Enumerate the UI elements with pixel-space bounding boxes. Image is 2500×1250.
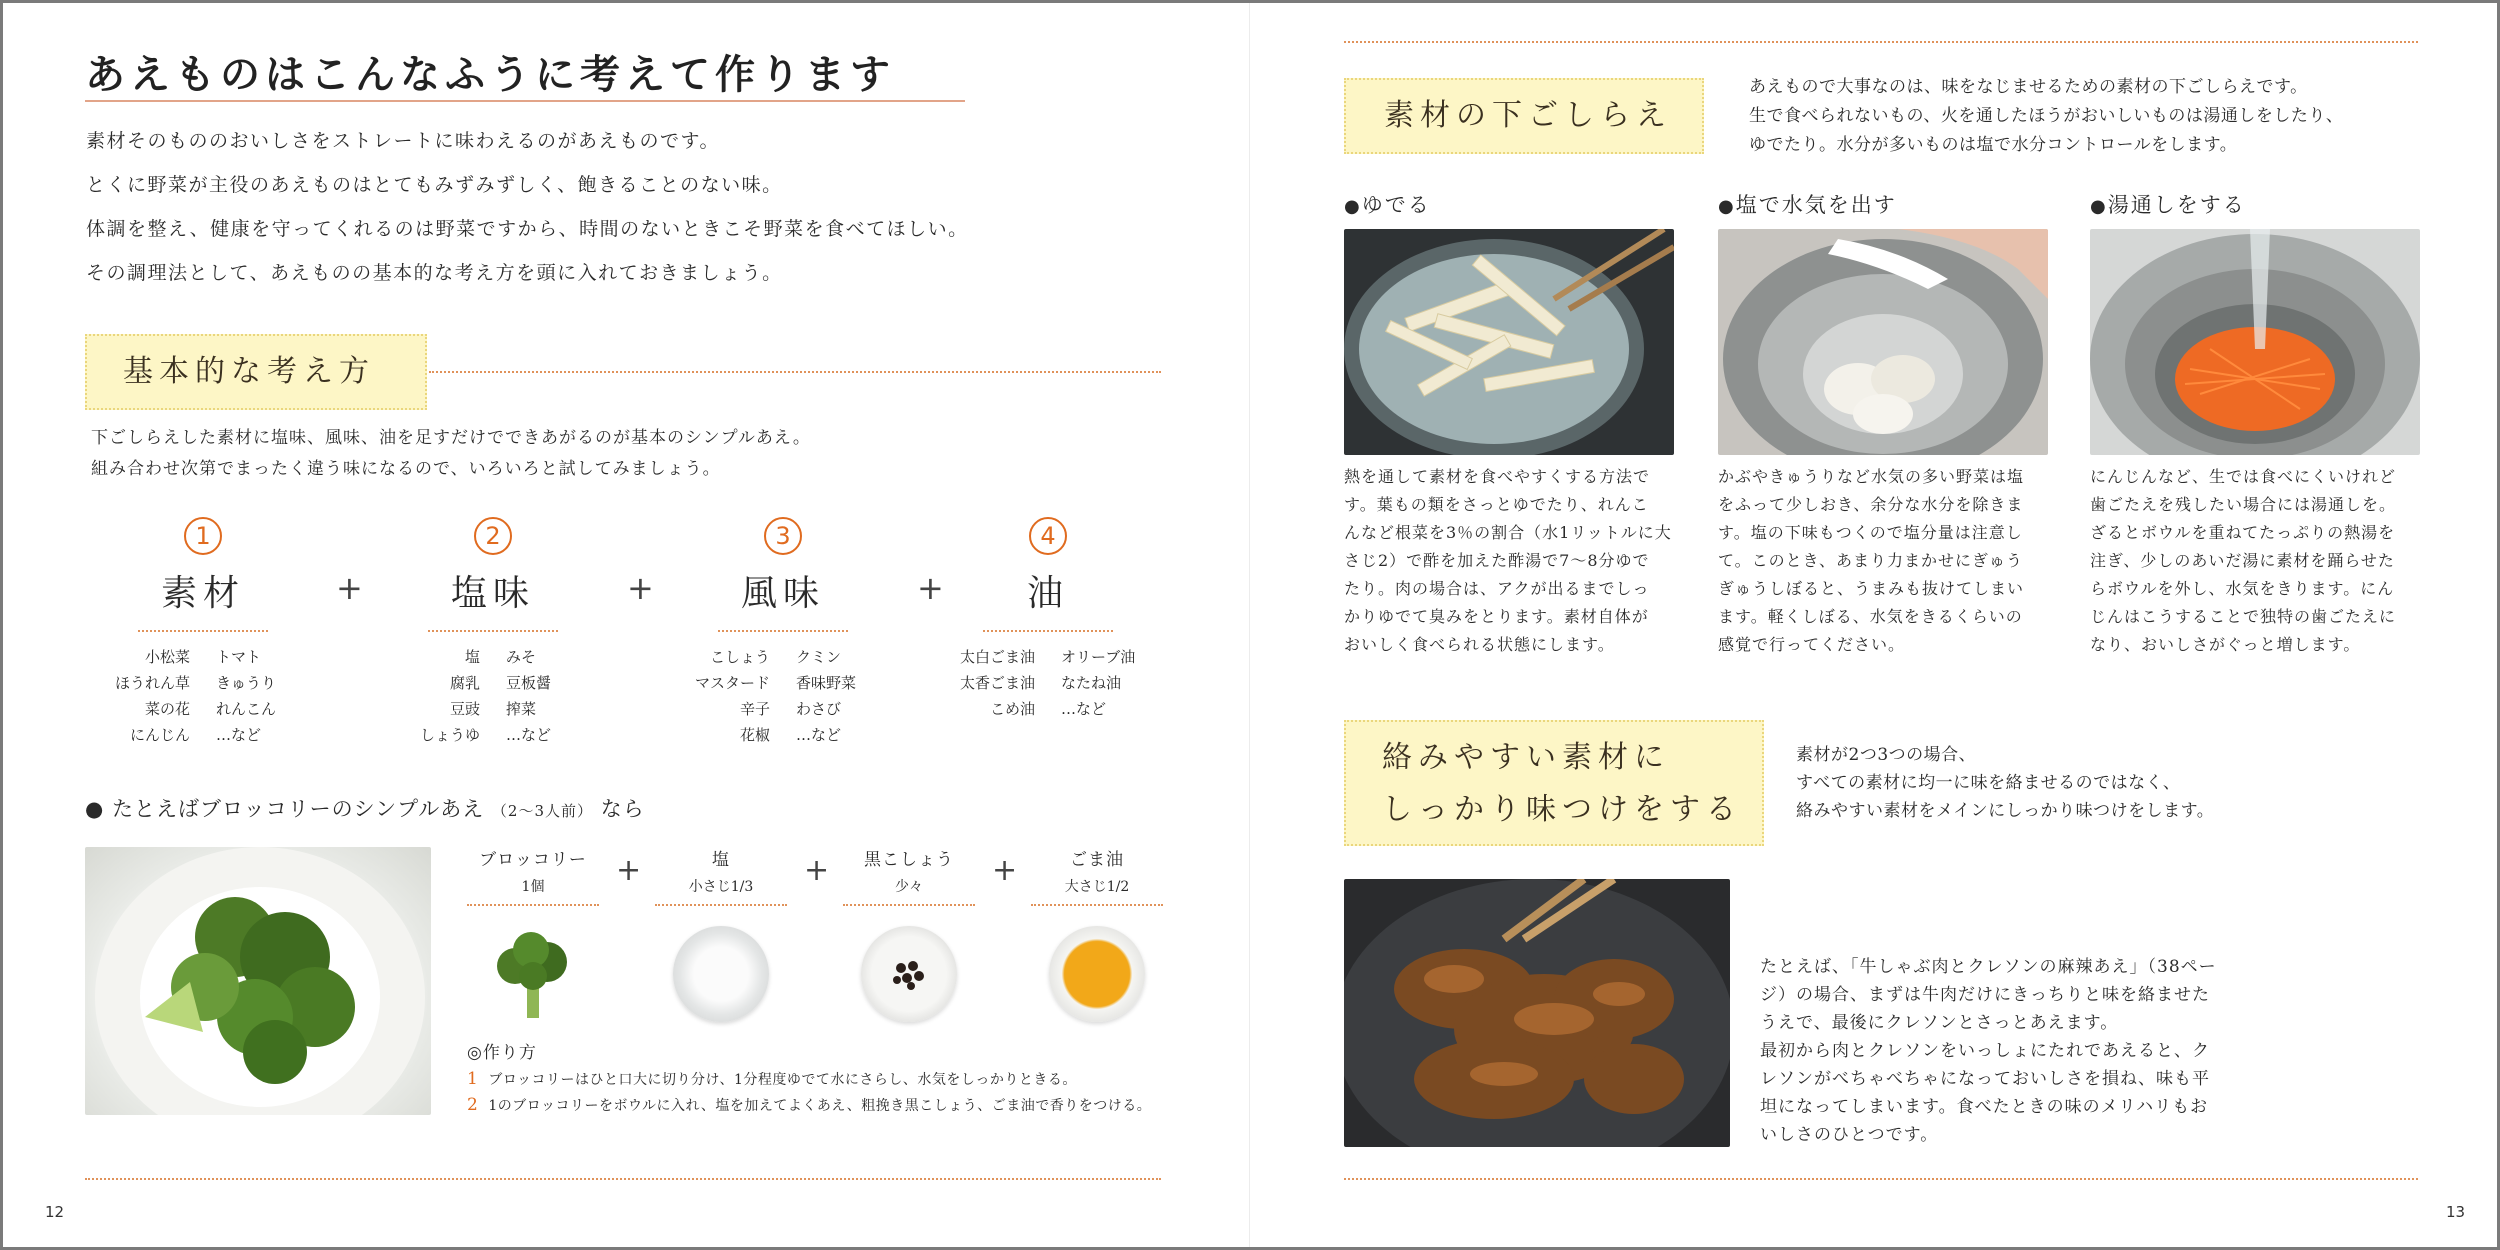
prep-desc-line: あえもので大事なのは、味をなじませるための素材の下ごしらえです。 bbox=[1749, 77, 2308, 97]
recipe-step bbox=[467, 1095, 1151, 1115]
page-number: 12 bbox=[45, 1203, 65, 1221]
plus-sign: + bbox=[917, 569, 944, 607]
ingredient-name: 塩 bbox=[712, 850, 730, 870]
intro-text bbox=[86, 119, 1086, 295]
method-text-line: さじ2）で酢を加えた酢湯で7〜8分ゆで bbox=[1344, 551, 1650, 570]
formula-item: 塩 bbox=[464, 648, 480, 666]
example-title bbox=[85, 793, 645, 823]
beef-text-line: 最初から肉とクレソンをいっしょにたれであえると、ク bbox=[1760, 1041, 2210, 1061]
basic-heading: 基本的な考え方 bbox=[85, 334, 427, 410]
broccoli-dish-photo bbox=[85, 847, 431, 1115]
formula-flavor bbox=[673, 517, 893, 747]
season-heading-line: しっかり味つけをする bbox=[1382, 792, 1742, 827]
method-text-line: ぎゅうしぼると、うまみも抜けてしまい bbox=[1718, 579, 2025, 598]
example-servings: （2〜3人前） bbox=[491, 802, 594, 820]
method-text-line: たり。肉の場合は、アクが出るまでしっ bbox=[1344, 579, 1650, 598]
ingredient-broccoli bbox=[467, 845, 599, 1022]
basic-description bbox=[91, 423, 811, 485]
method-text-line: なり、おいしさがぐっと増します。 bbox=[2090, 635, 2361, 654]
beef-text-line: ジ）の場合、まずは牛肉だけにきっちりと味を絡ませた bbox=[1760, 985, 2210, 1005]
intro-line: 体調を整え、健康を守ってくれるのは野菜ですから、時間のないときこそ野菜を食べてほしい。 bbox=[86, 218, 969, 240]
formula-item: …など bbox=[216, 726, 262, 744]
formula-oil bbox=[938, 517, 1158, 721]
salt-dish-icon bbox=[673, 926, 769, 1022]
method-text-line: んなど根菜を3％の割合（水1リットルに大 bbox=[1344, 523, 1672, 542]
prep-description bbox=[1749, 73, 2343, 160]
season-heading bbox=[1344, 720, 1764, 846]
formula-item: わさび bbox=[796, 700, 842, 718]
method-title-text: 湯通しをする bbox=[2107, 193, 2246, 217]
ingredient-underline bbox=[467, 904, 599, 906]
beef-text-line: うえで、最後にクレソンとさっとあえます。 bbox=[1760, 1013, 2119, 1033]
method-text-line: 感覚で行ってください。 bbox=[1718, 635, 1906, 654]
circled-number: 2 bbox=[474, 517, 512, 555]
formula-word: 素材 bbox=[160, 573, 245, 614]
bullet-icon: ● bbox=[85, 797, 105, 821]
bullet-icon: ● bbox=[1344, 196, 1362, 217]
method-text-line: て。このとき、あまり力まかせにぎゅう bbox=[1718, 551, 2024, 570]
method-boil bbox=[1344, 189, 1674, 659]
ingredient-quantity: 小さじ1/3 bbox=[688, 879, 754, 895]
method-text-line: にんじんなど、生では食べにくいけれど bbox=[2090, 467, 2397, 486]
formula-item: 菜の花 bbox=[144, 700, 190, 718]
intro-line: 素材そのもののおいしさをストレートに味わえるのがあえものです。 bbox=[86, 130, 720, 152]
formula-underline bbox=[718, 630, 848, 632]
formula-word: 油 bbox=[1026, 573, 1069, 614]
ingredient-quantity: 少々 bbox=[895, 879, 923, 895]
book-spread bbox=[3, 3, 2497, 1247]
boiling-photo bbox=[1344, 229, 1674, 455]
method-text-line: す。塩の下味もつくので塩分量は注意し bbox=[1718, 523, 2023, 542]
blanching-photo bbox=[2090, 229, 2420, 455]
formula-item: 豆板醤 bbox=[506, 674, 552, 692]
intro-line: その調理法として、あえものの基本的な考え方を頭に入れておきましょう。 bbox=[86, 262, 783, 284]
formula-underline bbox=[428, 630, 558, 632]
sesame-oil-dish-icon bbox=[1049, 926, 1145, 1022]
method-text-line: ざるとボウルを重ねてたっぷりの熱湯を bbox=[2090, 523, 2396, 542]
formula-item: きゅうり bbox=[216, 674, 277, 692]
method-text-line: ます。軽くしぼる、水気をきるくらいの bbox=[1718, 607, 2023, 626]
ingredient-underline bbox=[843, 904, 975, 906]
ingredient-quantity: 1個 bbox=[521, 879, 545, 895]
formula-item-list bbox=[93, 646, 313, 747]
plus-sign: + bbox=[627, 569, 654, 607]
season-desc-line: すべての素材に均一に味を絡ませるのではなく、 bbox=[1796, 773, 2181, 793]
method-text bbox=[1718, 463, 2048, 659]
bullet-icon: ● bbox=[2090, 196, 2108, 217]
beef-pan-photo bbox=[1344, 879, 1730, 1147]
right-page bbox=[1250, 3, 2497, 1247]
formula-item: …など bbox=[1061, 700, 1107, 718]
recipe-step bbox=[467, 1069, 1077, 1089]
formula-item: トマト bbox=[216, 648, 262, 666]
method-text bbox=[1344, 463, 1674, 659]
circled-number: 1 bbox=[184, 517, 222, 555]
plus-sign: + bbox=[992, 853, 1018, 888]
formula-item: 太香ごま油 bbox=[959, 674, 1035, 692]
formula-item: 搾菜 bbox=[506, 700, 537, 718]
formula-item-list bbox=[383, 646, 603, 747]
formula-item: こめ油 bbox=[989, 700, 1035, 718]
ingredient-name: ごま油 bbox=[1070, 850, 1124, 870]
bullet-icon: ● bbox=[1718, 196, 1736, 217]
method-title bbox=[1344, 189, 1674, 219]
formula-underline bbox=[138, 630, 268, 632]
step-text: ブロッコリーはひと口大に切り分け、1分程度ゆでて水にさらし、水気をしっかりときる。 bbox=[488, 1072, 1077, 1088]
formula-item: 香味野菜 bbox=[796, 674, 857, 692]
season-desc-line: 素材が2つ3つの場合、 bbox=[1796, 745, 1977, 765]
method-title-text: ゆでる bbox=[1361, 193, 1431, 217]
beef-text-line: 坦になってしまいます。食べたときの味のメリハリもお bbox=[1760, 1097, 2209, 1117]
beef-text-line: たとえば、「牛しゃぶ肉とクレソンの麻辣あえ」（38ペー bbox=[1760, 957, 2217, 977]
step-number: 2 bbox=[467, 1095, 479, 1115]
broccoli-icon bbox=[485, 926, 581, 1022]
beef-text-line: いしさのひとつです。 bbox=[1760, 1125, 1939, 1145]
formula-item: 辛子 bbox=[739, 700, 770, 718]
formula-saltiness bbox=[383, 517, 603, 747]
basic-desc-line: 下ごしらえした素材に塩味、風味、油を足すだけでできあがるのが基本のシンプルあえ。 bbox=[91, 428, 811, 448]
formula-item: なたね油 bbox=[1061, 674, 1122, 692]
method-text bbox=[2090, 463, 2420, 659]
formula-ingredient bbox=[93, 517, 313, 747]
footer-divider bbox=[1344, 1178, 2418, 1180]
example-title-suffix: なら bbox=[600, 797, 645, 821]
plus-sign: + bbox=[616, 853, 642, 888]
method-salt bbox=[1718, 189, 2048, 659]
method-text-line: 注ぎ、少しのあいだ湯に素材を踊らせた bbox=[2090, 551, 2395, 570]
method-text-line: をふって少しおき、余分な水分を除きま bbox=[1718, 495, 2024, 514]
formula-item-list bbox=[673, 646, 893, 747]
pepper-dish-icon bbox=[861, 926, 957, 1022]
ingredient-quantity: 大さじ1/2 bbox=[1064, 879, 1130, 895]
ingredient-underline bbox=[655, 904, 787, 906]
header-divider bbox=[1344, 41, 2418, 43]
season-desc-line: 絡みやすい素材をメインにしっかり味つけをします。 bbox=[1796, 801, 2215, 821]
formula-word: 塩味 bbox=[450, 573, 535, 614]
title-underline bbox=[85, 100, 965, 102]
method-text-line: 熱を通して素材を食べやすくする方法で bbox=[1344, 467, 1651, 486]
method-blanch bbox=[2090, 189, 2420, 659]
step-number: 1 bbox=[467, 1069, 479, 1089]
plus-sign: + bbox=[336, 569, 363, 607]
beef-text-line: レソンがべちゃべちゃになっておいしさを損ね、味も平 bbox=[1760, 1069, 2210, 1089]
page-title: あえものはこんなふうに考えて作ります bbox=[85, 51, 895, 98]
circled-number: 3 bbox=[764, 517, 802, 555]
formula-item: オリーブ油 bbox=[1061, 648, 1136, 666]
prep-desc-line: ゆでたり。水分が多いものは塩で水分コントロールをします。 bbox=[1749, 135, 2238, 155]
formula-item: 豆豉 bbox=[449, 700, 480, 718]
season-heading-line: 絡みやすい素材に bbox=[1382, 740, 1670, 775]
formula-item: …など bbox=[506, 726, 552, 744]
season-description bbox=[1796, 741, 2214, 825]
formula-item: れんこん bbox=[216, 700, 277, 718]
method-text-line: じんはこうすることで独特の歯ごたえに bbox=[2090, 607, 2397, 626]
plus-sign: + bbox=[804, 853, 830, 888]
section-divider bbox=[429, 371, 1161, 373]
method-text-line: かりゆでて臭みをとります。素材自体が bbox=[1344, 607, 1649, 626]
salting-photo bbox=[1718, 229, 2048, 455]
formula-item: ほうれん草 bbox=[114, 674, 190, 692]
formula-item: マスタード bbox=[694, 674, 770, 692]
method-title bbox=[1718, 189, 2048, 219]
formula-word: 風味 bbox=[740, 573, 825, 614]
formula-item: みそ bbox=[506, 648, 537, 666]
basic-desc-line: 組み合わせ次第でまったく違う味になるので、いろいろと試してみましょう。 bbox=[91, 459, 721, 479]
ingredient-salt bbox=[655, 845, 787, 1022]
ingredient-name: 黒こしょう bbox=[864, 850, 954, 870]
ingredient-underline bbox=[1031, 904, 1163, 906]
formula-item: …など bbox=[796, 726, 842, 744]
formula-item: にんじん bbox=[129, 726, 190, 744]
formula-item: クミン bbox=[796, 648, 842, 666]
formula-item: 太白ごま油 bbox=[959, 648, 1035, 666]
method-text-line: おいしく食べられる状態にします。 bbox=[1344, 635, 1615, 654]
formula-item-list bbox=[938, 646, 1158, 721]
intro-line: とくに野菜が主役のあえものはとてもみずみずしく、飽きることのない味。 bbox=[86, 174, 783, 196]
ingredient-sesame-oil bbox=[1031, 845, 1163, 1022]
beef-description bbox=[1760, 953, 2217, 1149]
method-text-line: らボウルを外し、水気をきります。にん bbox=[2090, 579, 2395, 598]
ingredient-pepper bbox=[843, 845, 975, 1022]
formula-item: しょうゆ bbox=[419, 726, 480, 744]
prep-desc-line: 生で食べられないもの、火を通したほうがおいしいものは湯通しをしたり、 bbox=[1749, 106, 2344, 126]
method-title-text: 塩で水気を出す bbox=[1735, 193, 1897, 217]
footer-divider bbox=[85, 1178, 1161, 1180]
recipe-heading: ◎作り方 bbox=[467, 1043, 537, 1063]
formula-item: 腐乳 bbox=[449, 674, 480, 692]
formula-item: 花椒 bbox=[739, 726, 770, 744]
method-title bbox=[2090, 189, 2420, 219]
method-text-line: かぶやきゅうりなど水気の多い野菜は塩 bbox=[1718, 467, 2025, 486]
prep-heading: 素材の下ごしらえ bbox=[1344, 78, 1704, 154]
ingredient-name: ブロッコリー bbox=[479, 850, 587, 870]
circled-number: 4 bbox=[1029, 517, 1067, 555]
example-title-text: たとえばブロッコリーのシンプルあえ bbox=[112, 797, 485, 821]
page-number: 13 bbox=[2446, 1203, 2466, 1221]
step-text: 1のブロッコリーをボウルに入れ、塩を加えてよくあえ、粗挽き黒こしょう、ごま油で香りをつける。 bbox=[488, 1098, 1152, 1114]
formula-item: 小松菜 bbox=[144, 648, 190, 666]
formula-underline bbox=[983, 630, 1113, 632]
left-page bbox=[3, 3, 1250, 1247]
method-text-line: 歯ごたえを残したい場合には湯通しを。 bbox=[2090, 495, 2397, 514]
method-text-line: す。葉もの類をさっとゆでたり、れんこ bbox=[1344, 495, 1649, 514]
formula-item: こしょう bbox=[709, 648, 770, 666]
